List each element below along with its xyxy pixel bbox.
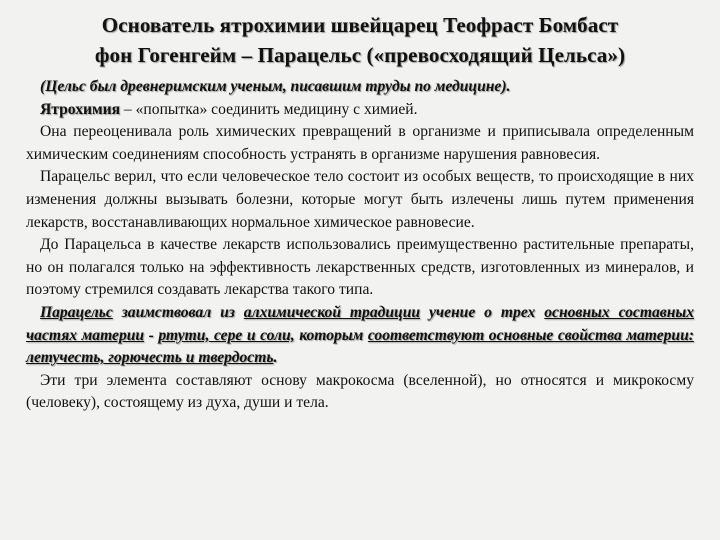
title-line-1: Основатель ятрохимии швейцарец Теофраст Бомбаст [101, 13, 619, 37]
title-line-2: фон Гогенгейм – Парацельс («превосходящий Цельса») [94, 43, 626, 67]
emphasis-subject: Парацельс [40, 303, 113, 321]
emphasis-parts: основных составных частях материи [26, 303, 694, 344]
closing-paragraph: Эти три элемента составляют основу макрокосма (вселенной), но относятся и микрокосму (человеку), состоящему из духа, души и тела. [26, 371, 694, 412]
paragraph-3: До Парацельса в качестве лекарств использовались преимущественно растительные препараты, но он полагался только на эффективность лекарственных средств, изготовленных из минералов, и поэтому стремился создавать лекарства такого типа. [26, 236, 694, 299]
paragraph-2: Парацельс верил, что если человеческое тело состоит из особых веществ, то происходящие в них изменения должны вызывать болезни, которые могут быть излечены лишь путем применения лекарств, восстанавливающих нормальное химическое равновесие. [26, 168, 694, 231]
emphasis-dash: - [144, 326, 159, 344]
emphasis-rest-1: учение о трех [420, 303, 545, 321]
page-title [26, 10, 694, 70]
emphasis-rest-2: которым [294, 326, 368, 344]
emphasis-tradition: алхимической традиции [243, 303, 421, 321]
definition-term: Ятрохимия [40, 100, 121, 118]
paragraph-1: Она переоценивала роль химических превращений в организме и приписывала определенным химическим соединениям способность устранять в организме нарушения равновесия. [26, 123, 694, 163]
celsus-note-text: (Цельс был древнеримским ученым, писавшим труды по медицине). [40, 78, 511, 95]
definition-text: – «попытка» соединить медицину с химией. [120, 100, 418, 118]
emphasis-paragraph [26, 302, 694, 370]
definition-paragraph [26, 99, 694, 122]
body-text [26, 76, 694, 415]
emphasis-elements: ртути, сере и соли, [158, 326, 295, 344]
celsus-note [26, 76, 694, 99]
emphasis-props: летучесть, горючесть и твердость [26, 349, 274, 367]
emphasis-end: . [273, 349, 278, 367]
emphasis-correspond: соответствуют основные свойства материи: [367, 326, 694, 344]
emphasis-verb: заимствовал из [112, 303, 244, 321]
